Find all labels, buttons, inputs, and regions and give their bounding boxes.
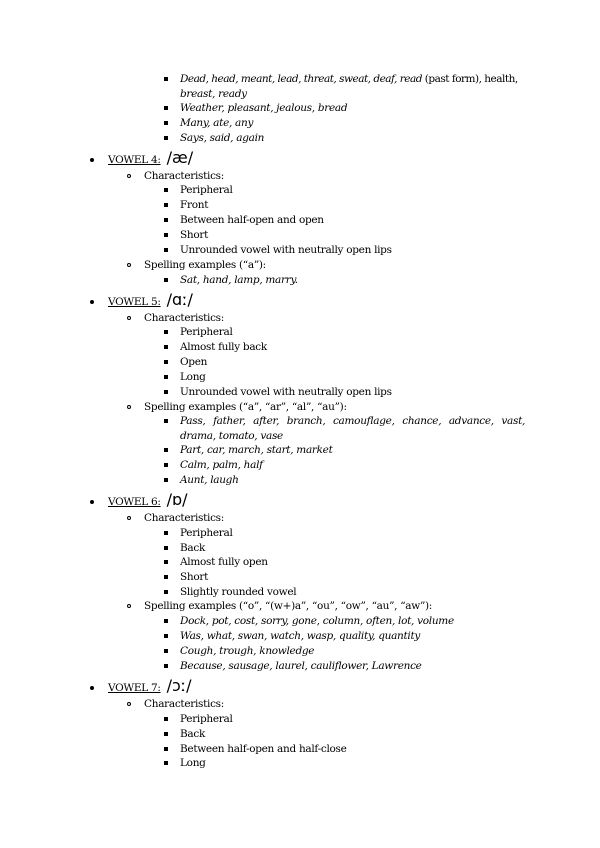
bullet-square [164, 732, 168, 736]
ipa-symbol: /æ/ [166, 148, 194, 167]
bullet-circle [127, 316, 131, 320]
list-item-text [144, 258, 266, 273]
bullet-circle [127, 516, 131, 520]
bullet-square [164, 664, 168, 668]
line-text: Was, what, swan, watch, wasp, quality, quantity [180, 630, 421, 642]
line-text: Back [180, 728, 206, 740]
line-text: Characteristics: [144, 512, 224, 524]
bullet-square [164, 136, 168, 140]
list-item-text [180, 756, 206, 771]
line-text: Many, ate, any [180, 117, 254, 129]
line-text: Peripheral [180, 326, 233, 338]
list-item-text [180, 727, 205, 742]
bullet-square [164, 560, 168, 564]
vowel-heading [108, 490, 188, 509]
bullet-square [164, 375, 168, 379]
list-item-text [180, 385, 392, 400]
line-text: breast, ready [180, 88, 247, 100]
list-item-text [180, 570, 208, 585]
line-text: Short [180, 229, 209, 241]
bullet-square [164, 419, 168, 423]
bullet-disc [90, 686, 94, 690]
bullet-square [164, 278, 168, 282]
list-item-text [144, 400, 347, 415]
ipa-symbol: /ɔː/ [166, 676, 192, 695]
list-item-text [144, 599, 432, 614]
bullet-square [164, 761, 168, 765]
bullet-square [164, 106, 168, 110]
vowel-heading [108, 290, 193, 309]
line-text: Short [180, 571, 209, 583]
list-item-text [144, 169, 224, 184]
list-item-text [180, 370, 206, 385]
line-text: Characteristics: [144, 698, 224, 710]
list-item-text [180, 183, 233, 198]
line-text: Peripheral [180, 184, 233, 196]
line-text: Cough, trough, knowledge [180, 645, 315, 657]
example-words [180, 429, 283, 444]
bullet-square [164, 649, 168, 653]
line-text: Characteristics: [144, 312, 224, 324]
bullet-square [164, 330, 168, 334]
line-text: Between half-open and half-close [180, 743, 347, 755]
bullet-square [164, 248, 168, 252]
example-words [180, 273, 298, 288]
example-words [180, 458, 263, 473]
bullet-disc [90, 158, 94, 162]
bullet-square [164, 463, 168, 467]
vowel-label: VOWEL 7: [108, 682, 161, 694]
list-item-text [180, 541, 205, 556]
bullet-square [164, 233, 168, 237]
line-text: Unrounded vowel with neutrally open lips [180, 386, 392, 398]
example-words [180, 87, 247, 102]
line-text: Dead, head, meant, lead, threat, sweat, deaf, read [180, 73, 422, 85]
list-item-text [144, 511, 224, 526]
line-text: Back [180, 542, 206, 554]
list-item-text [180, 355, 207, 370]
list-item-text [180, 243, 392, 258]
line-text: Peripheral [180, 527, 233, 539]
line-text: Open [180, 356, 208, 368]
bullet-square [164, 747, 168, 751]
line-text: Long [180, 757, 206, 769]
line-text: Calm, palm, half [180, 459, 263, 471]
line-text: Spelling examples (“o”, “(w+)a”, “ou”, “ow”, “au”, “aw”): [144, 600, 433, 612]
vowel-label: VOWEL 4: [108, 154, 161, 166]
bullet-square [164, 448, 168, 452]
list-item-text [180, 585, 296, 600]
list-item-text [180, 526, 233, 541]
line-text: Between half-open and open [180, 214, 324, 226]
line-text: Almost fully open [180, 556, 268, 568]
vowel-label: VOWEL 5: [108, 296, 161, 308]
line-text: Spelling examples (“a”, “ar”, “al”, “au”): [144, 401, 347, 413]
list-item-text [180, 325, 233, 340]
vowel-heading [108, 676, 192, 695]
line-text: Peripheral [180, 713, 233, 725]
example-words [180, 131, 264, 146]
line-text: Aunt, laugh [180, 474, 239, 486]
bullet-disc [90, 300, 94, 304]
line-text: Long [180, 371, 206, 383]
example-words [180, 629, 420, 644]
vowel-heading [108, 148, 193, 167]
bullet-square [164, 531, 168, 535]
line-text: Dock, pot, cost, sorry, gone, column, often, lot, volume [180, 615, 454, 627]
example-words [180, 659, 422, 674]
bullet-circle [127, 604, 131, 608]
bullet-square [164, 218, 168, 222]
line-text: Because, sausage, laurel, cauliflower, Lawrence [180, 660, 422, 672]
line-text: Spelling examples (“a”): [144, 259, 266, 271]
bullet-square [164, 575, 168, 579]
list-item-text [180, 712, 233, 727]
bullet-square [164, 390, 168, 394]
bullet-square [164, 345, 168, 349]
example-words [180, 614, 454, 629]
list-item-text [180, 340, 267, 355]
example-words [180, 414, 525, 429]
bullet-square [164, 546, 168, 550]
bullet-square [164, 360, 168, 364]
vowel-label: VOWEL 6: [108, 496, 161, 508]
line-text: Sat, hand, lamp, marry. [180, 274, 298, 286]
line-text: Characteristics: [144, 170, 224, 182]
bullet-square [164, 203, 168, 207]
example-words [180, 644, 314, 659]
ipa-symbol: /ɒ/ [166, 490, 188, 509]
list-item-text [180, 742, 347, 757]
ipa-symbol: /ɑː/ [166, 290, 193, 309]
line-text: Slightly rounded vowel [180, 586, 297, 598]
line-text: Weather, pleasant, jealous, bread [180, 102, 348, 114]
bullet-square [164, 478, 168, 482]
bullet-square [164, 619, 168, 623]
line-text: Front [180, 199, 209, 211]
list-item-text [180, 213, 324, 228]
line-text: Says, said, again [180, 132, 265, 144]
line-text: Unrounded vowel with neutrally open lips [180, 244, 392, 256]
example-words [180, 443, 333, 458]
bullet-circle [127, 702, 131, 706]
bullet-disc [90, 500, 94, 504]
bullet-square [164, 77, 168, 81]
list-item-text [180, 555, 268, 570]
bullet-circle [127, 405, 131, 409]
example-words [180, 473, 239, 488]
list-item-text [144, 697, 224, 712]
bullet-square [164, 590, 168, 594]
line-text: Pass, father, after, branch, camouflage, chance, advance, vast, [180, 415, 526, 427]
bullet-square [164, 121, 168, 125]
example-words [180, 72, 518, 87]
bullet-circle [127, 263, 131, 267]
list-item-text [180, 228, 208, 243]
bullet-square [164, 717, 168, 721]
line-text: Part, car, march, start, market [180, 444, 333, 456]
example-words [180, 101, 347, 116]
line-text: Almost fully back [180, 341, 267, 353]
bullet-square [164, 634, 168, 638]
list-item-text [180, 198, 208, 213]
line-suffix: (past form), health, [421, 73, 518, 85]
example-words [180, 116, 253, 131]
bullet-square [164, 188, 168, 192]
bullet-circle [127, 174, 131, 178]
line-text: drama, tomato, vase [180, 430, 283, 442]
list-item-text [144, 311, 224, 326]
